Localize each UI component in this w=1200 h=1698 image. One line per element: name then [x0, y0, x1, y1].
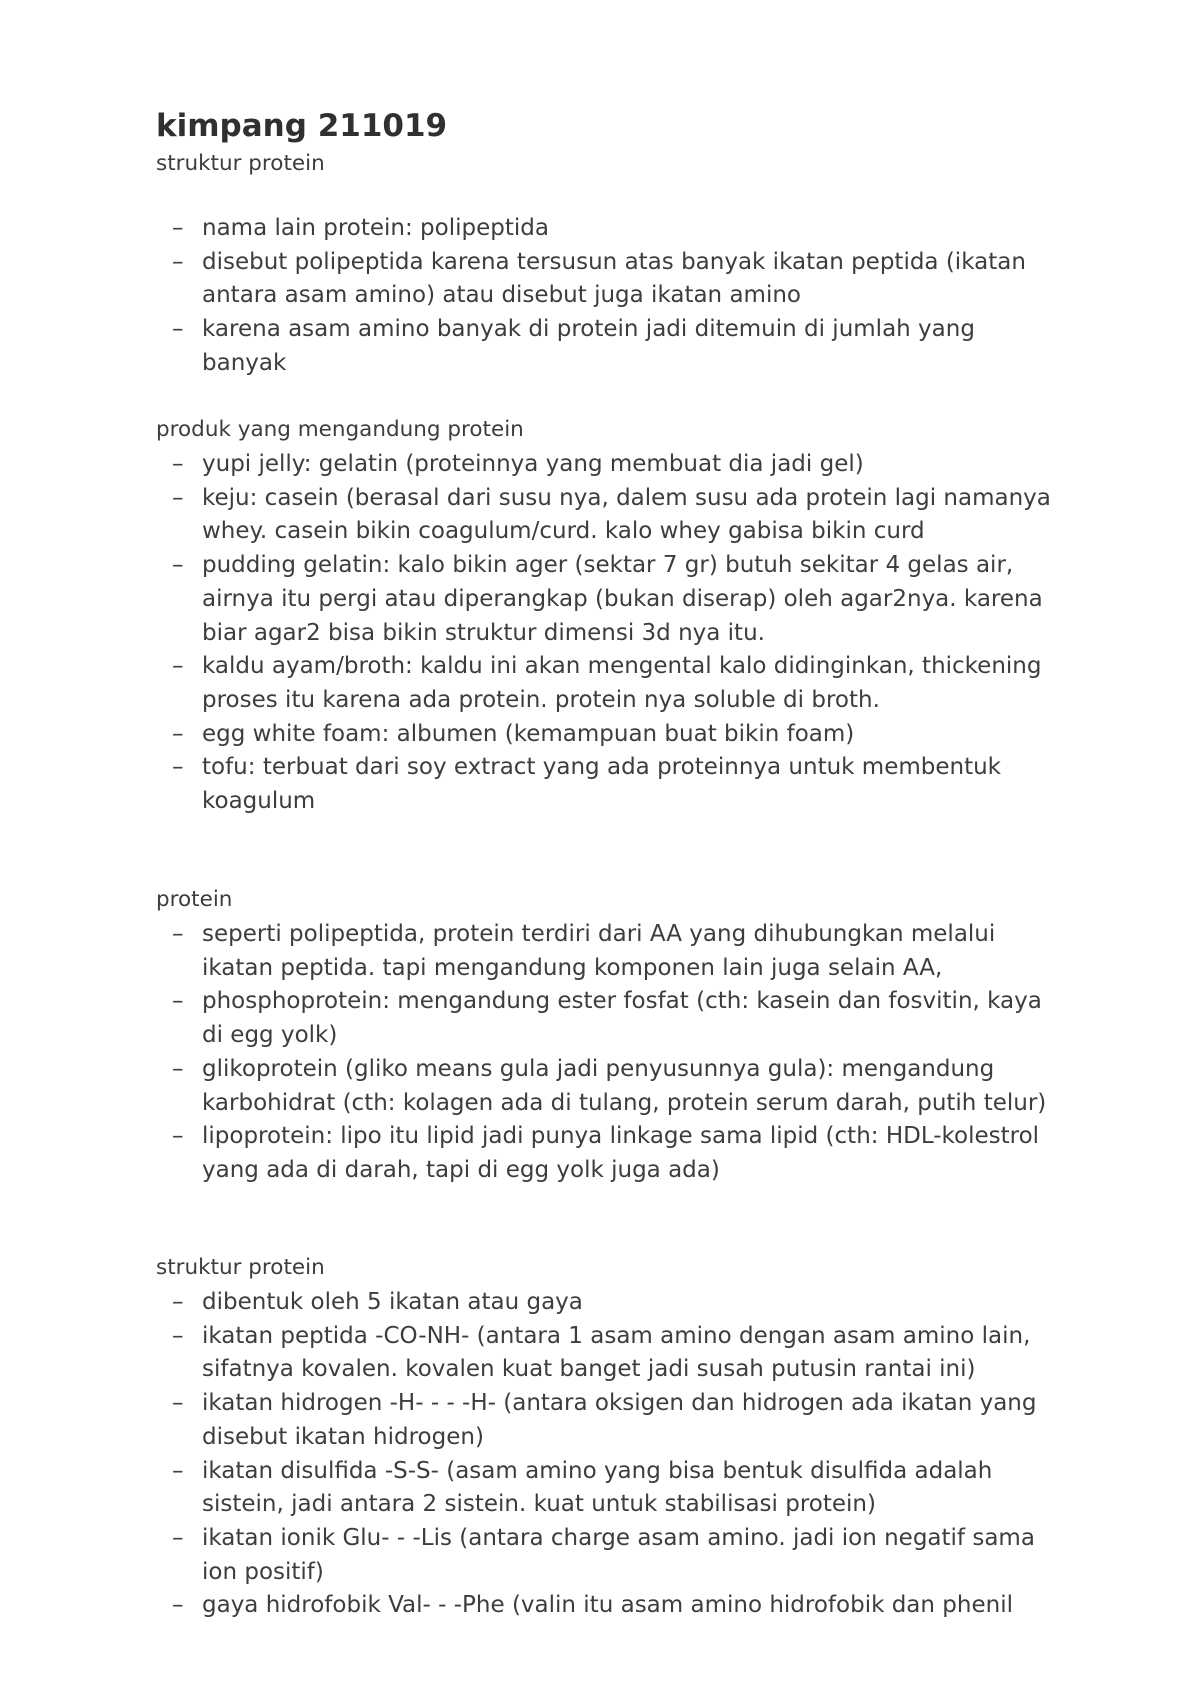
dash-bullet-icon: –	[172, 921, 184, 947]
list-item	[156, 1053, 1056, 1120]
dash-bullet-icon: –	[172, 754, 184, 781]
list-item	[156, 751, 1056, 818]
list-item	[156, 1522, 1056, 1589]
page-title: kimpang 211019	[156, 108, 448, 144]
section-list	[156, 448, 1056, 819]
list-item	[156, 549, 1056, 650]
list-item-text: glikoprotein (gliko means gula jadi penyusunnya gula): mengandung karbohidrat (cth: kolagen ada di tulang, protein serum darah, putih telur)	[202, 1055, 1047, 1116]
list-item-text: ikatan peptida -CO-NH- (antara 1 asam amino dengan asam amino lain, sifatnya kovalen. kovalen kuat banget jadi susah putusin rantai ini)	[202, 1322, 1031, 1383]
list-item	[156, 1120, 1056, 1187]
list-item-text: egg white foam: albumen (kemampuan buat bikin foam)	[202, 720, 855, 747]
dash-bullet-icon: –	[172, 451, 184, 477]
section-list	[156, 918, 1056, 1188]
subtitle: struktur protein	[156, 151, 325, 176]
dash-bullet-icon: –	[172, 552, 184, 579]
list-item-text: nama lain protein: polipeptida	[202, 215, 549, 241]
dash-bullet-icon: –	[172, 1592, 184, 1619]
section-heading: protein	[156, 887, 233, 912]
list-item	[156, 650, 1056, 717]
list-item	[156, 1286, 1056, 1320]
list-item-text: ikatan disulfida -S-S- (asam amino yang bisa bentuk disulfida adalah sistein, jadi antara 2 sistein. kuat untuk stabilisasi protein)	[202, 1457, 993, 1518]
list-item-text: phosphoprotein: mengandung ester fosfat (cth: kasein dan fosvitin, kaya di egg yolk)	[202, 988, 1042, 1049]
dash-bullet-icon: –	[172, 1390, 184, 1417]
list-item	[156, 1387, 1056, 1454]
list-item	[156, 212, 1056, 246]
dash-bullet-icon: –	[172, 215, 184, 241]
dash-bullet-icon: –	[172, 484, 184, 511]
list-item-text: pudding gelatin: kalo bikin ager (sektar 7 gr) butuh sekitar 4 gelas air, airnya itu pergi atau diperangkap (bukan diserap) oleh agar2nya. karena biar agar2 bisa bikin struktur dimensi 3d nya itu.	[202, 552, 1043, 646]
dash-bullet-icon: –	[172, 988, 184, 1015]
dash-bullet-icon: –	[172, 1055, 184, 1082]
section-heading: produk yang mengandung protein	[156, 417, 524, 442]
list-item-text: tofu: terbuat dari soy extract yang ada proteinnya untuk membentuk koagulum	[202, 754, 1002, 815]
list-item-text: dibentuk oleh 5 ikatan atau gaya	[202, 1289, 583, 1315]
list-item-text: yupi jelly: gelatin (proteinnya yang membuat dia jadi gel)	[202, 451, 864, 477]
list-item-text: ikatan ionik Glu- - -Lis (antara charge asam amino. jadi ion negatif sama ion positif)	[202, 1524, 1035, 1585]
dash-bullet-icon: –	[172, 653, 184, 680]
list-item-text: lipoprotein: lipo itu lipid jadi punya linkage sama lipid (cth: HDL-kolestrol yang ada di darah, tapi di egg yolk juga ada)	[202, 1123, 1040, 1183]
section-heading: struktur protein	[156, 1255, 325, 1280]
dash-bullet-icon: –	[172, 316, 184, 343]
dash-bullet-icon: –	[172, 1322, 184, 1349]
dash-bullet-icon: –	[172, 248, 184, 275]
list-item-text: kaldu ayam/broth: kaldu ini akan mengental kalo didinginkan, thickening proses itu karena ada protein. protein nya soluble di broth.	[202, 653, 1042, 713]
list-item	[156, 246, 1056, 313]
list-item-text: keju: casein (berasal dari susu nya, dalem susu ada protein lagi namanya whey. casein bikin coagulum/curd. kalo whey gabisa bikin curd	[202, 484, 1051, 545]
list-item	[156, 1320, 1056, 1387]
list-item	[156, 918, 1056, 985]
dash-bullet-icon: –	[172, 1524, 184, 1551]
dash-bullet-icon: –	[172, 720, 184, 747]
list-item-text: ikatan hidrogen -H- - - -H- (antara oksigen dan hidrogen ada ikatan yang disebut ikatan hidrogen)	[202, 1390, 1037, 1450]
dash-bullet-icon: –	[172, 1123, 184, 1150]
dash-bullet-icon: –	[172, 1289, 184, 1315]
list-item-text: karena asam amino banyak di protein jadi ditemuin di jumlah yang banyak	[202, 316, 975, 376]
list-item	[156, 718, 1056, 752]
section-list	[156, 212, 1056, 381]
list-item-text: gaya hidrofobik Val- - -Phe (valin itu asam amino hidrofobik dan phenil	[202, 1592, 1013, 1619]
list-item	[156, 482, 1056, 549]
list-item	[156, 1455, 1056, 1522]
list-item	[156, 985, 1056, 1052]
list-item-text: seperti polipeptida, protein terdiri dari AA yang dihubungkan melalui ikatan peptida. tapi mengandung komponen lain juga selain AA,	[202, 921, 996, 981]
list-item-text: disebut polipeptida karena tersusun atas banyak ikatan peptida (ikatan antara asam amino) atau disebut juga ikatan amino	[202, 248, 1026, 309]
list-item	[156, 448, 1056, 482]
list-item	[156, 1589, 1056, 1623]
section-list	[156, 1286, 1056, 1623]
dash-bullet-icon: –	[172, 1457, 184, 1484]
list-item	[156, 313, 1056, 380]
